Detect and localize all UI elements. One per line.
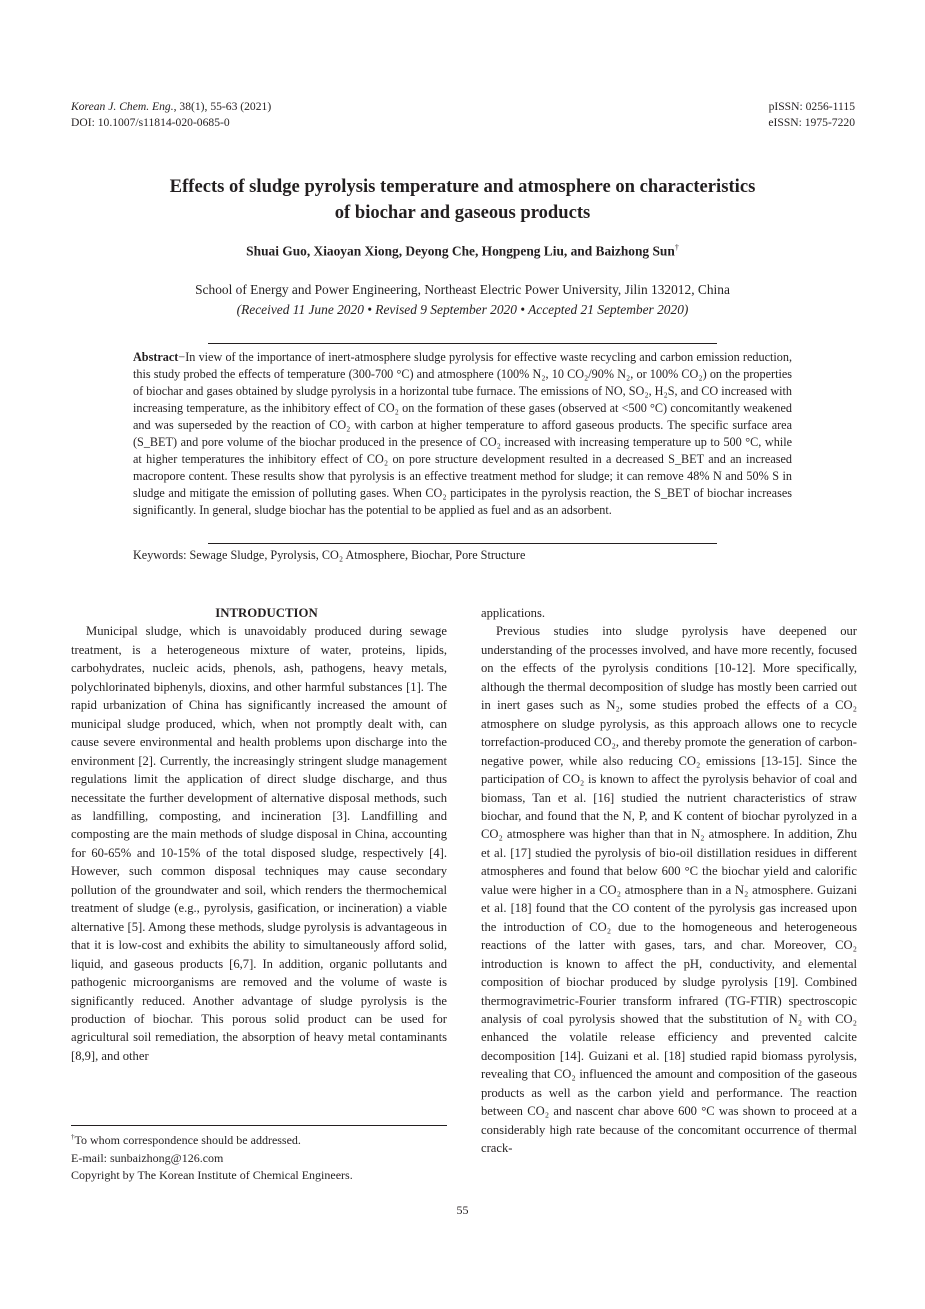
intro-paragraph-2: Previous studies into sludge pyrolysis have deepened our understanding of the processes involved, and have more recently, focused on the effects of the pyrolysis conditions [10-12]. More specifically, although the thermal decomposition of sludge has mostly been carried out in inert gases such as N₂, some studies probed the effects of a CO₂ atmosphere on sludge pyrolysis, as this approach allows one to recycle torrefaction-produced CO₂, and thereby promote the generation of carbon-negative power, while also reducing CO₂ emissions [13-15]. Since the participation of CO₂ is known to affect the pyrolysis behavior of coal and biomass, Tan et al. [16] studied the nutrient characteristics of straw biochar, and found that the N, P, and K content of biochar pyrolyzed in a CO₂ atmosphere was higher than that in N₂ atmosphere. In addition, Zhu et al. [17] studied the pyrolysis of bio-oil distillation residues in different atmospheres and found that below 600 °C the biochar yield and calorific value were higher in a CO₂ atmosphere than in a N₂ atmosphere. Guizani et al. [18] found that the CO content of the pyrolysis gas increased upon the introduction of CO₂ due to the homogeneous and heterogeneous reactions of the latter with gases, tars, and char. Moreover, CO₂ introduction is known to affect the pH, conductivity, and elemental composition of biochar produced by sludge pyrolysis [19]. Combined thermogravimetric-Fourier transform infrared (TG-FTIR) spectroscopic analysis of coal pyrolysis showed that the substitution of N₂ with CO₂ enhanced the volatile release efficiency and prevented calcite decomposition [14]. Guizani et al. [18] studied rapid biomass pyrolysis, revealing that CO₂ influenced the amount and composition of the gaseous products as well as the carbon yield and performance. The reaction between CO₂ and nascent char above 600 °C was shown to proceed at a considerably high rate because of the concomitant occurrence of thermal crack- — [481, 624, 857, 1156]
journal-header-left — [71, 99, 271, 130]
page-number: 55 — [456, 1203, 469, 1217]
pissn: pISSN: 0256-1115 — [768, 100, 855, 113]
author-list — [90, 243, 835, 259]
eissn: eISSN: 1975-7220 — [768, 115, 855, 129]
footnote-correspondence-text: To whom correspondence should be addressed. — [74, 1133, 301, 1147]
keywords: Keywords: Sewage Sludge, Pyrolysis, CO₂ Atmosphere, Biochar, Pore Structure — [133, 548, 526, 562]
footnote-mark: † — [71, 1133, 75, 1141]
abstract — [133, 349, 792, 519]
section-heading-introduction: INTRODUCTION — [215, 606, 318, 620]
abstract-top-rule — [208, 343, 717, 344]
abstract-label: Abstract — [133, 350, 179, 364]
journal-name: Korean J. Chem. Eng. — [71, 100, 174, 113]
author-names: Shuai Guo, Xiaoyan Xiong, Deyong Che, Hongpeng Liu, and Baizhong Sun — [246, 243, 675, 259]
title-line-2: of biochar and gaseous products — [334, 202, 591, 223]
journal-header-right — [768, 99, 855, 130]
left-column — [71, 604, 447, 1065]
abstract-text: −In view of the importance of inert-atmosphere sludge pyrolysis for effective waste recycling and carbon emission reduction, this study probed the effects of temperature (300-700 °C) and atmosphere (100% N₂, 10 CO₂/90% N₂, or 100% CO₂) on the properties of biochar and gases obtained by sludge pyrolysis in a horizontal tube furnace. The emissions of NO, SO₂, H₂S, and CO increased with increasing temperature, as the inhibitory effect of CO₂ on the formation of these gases (observed at <500 °C) concomitantly weakened and was superseded by the reaction of CO₂ with carbon at higher temperature to afford gaseous products. The specific surface area (S_BET) and pore volume of the biochar produced in the presence of CO₂ increased with increasing temperature up to 500 °C, while at higher temperatures the inhibitory effect of CO₂ on pore structure development resulted in a decreased S_BET and an increased macropore content. These results show that pyrolysis is an effective treatment method for sludge; it can remove 48% N and 50% S in sludge and mitigate the emission of polluting gases. When CO₂ participates in the pyrolysis reaction, the S_BET of biochar increases significantly. In general, sludge biochar has the potential to be applied as fuel and as an adsorbent. — [133, 350, 792, 517]
footnotes — [71, 1129, 353, 1185]
footnote-email: E-mail: sunbaizhong@126.com — [71, 1150, 224, 1165]
footnote-copyright: Copyright by The Korean Institute of Chemical Engineers. — [71, 1168, 353, 1182]
footnote-rule — [71, 1125, 447, 1126]
doi: DOI: 10.1007/s11814-020-0685-0 — [71, 115, 230, 129]
right-column — [481, 604, 857, 1158]
received-dates: (Received 11 June 2020 • Revised 9 September 2020 • Accepted 21 September 2020) — [236, 301, 689, 317]
affiliation-block — [90, 280, 835, 319]
journal-volume: , 38(1), 55-63 (2021) — [173, 100, 272, 113]
journal-citation — [71, 99, 271, 115]
paper-title — [90, 174, 835, 226]
intro-paragraph-1: Municipal sludge, which is unavoidably produced during sewage treatment, is a heterogeneous mixture of water, proteins, lipids, carbohydrates, nucleic acids, phenols, ash, pathogens, heavy metals, polychlorinated biphenyls, dioxins, and other harmful substances [1]. The rapid urbanization of China has significantly increased the amount of municipal sludge produced, which, when not promptly dealt with, can cause severe environmental and health problems upon discharge into the environment [2]. Currently, the increasingly stringent sludge management regulations limit the application of direct sludge discharge, and thus necessitate the further development of alternative disposal methods, such as landfilling, composting, and incineration [3]. Landfilling and composting are the main methods of sludge disposal in China, accounting for 60-65% and 10-15% of the total disposed sludge, respectively [4]. However, such common disposal techniques may cause secondary pollution of the groundwater and soil, which renders the thermochemical treatment of sludge (e.g., pyrolysis, gasification, or incineration) a viable alternative [5]. Among these methods, sludge pyrolysis is advantageous in that it is low-cost and exhibits the ability to simultaneously afford solid, liquid, and gaseous products [6,7]. In addition, organic pollutants and pathogenic microorganisms are removed and the volume of waste is significantly reduced. Another advantage of sludge pyrolysis is the production of biochar. This porous solid product can be used for agricultural soil remediation, the absorption of heavy metal contaminants [8,9], and other — [71, 624, 447, 1063]
title-line-1: Effects of sludge pyrolysis temperature and atmosphere on characteristics — [169, 176, 756, 197]
affiliation: School of Energy and Power Engineering, Northeast Electric Power University, Jilin 132012, China — [195, 282, 730, 297]
corresponding-mark: † — [674, 243, 679, 252]
abstract-bottom-rule — [208, 543, 717, 544]
intro-paragraph-1-continued: applications. — [481, 606, 546, 620]
footnote-correspondence — [71, 1129, 353, 1150]
